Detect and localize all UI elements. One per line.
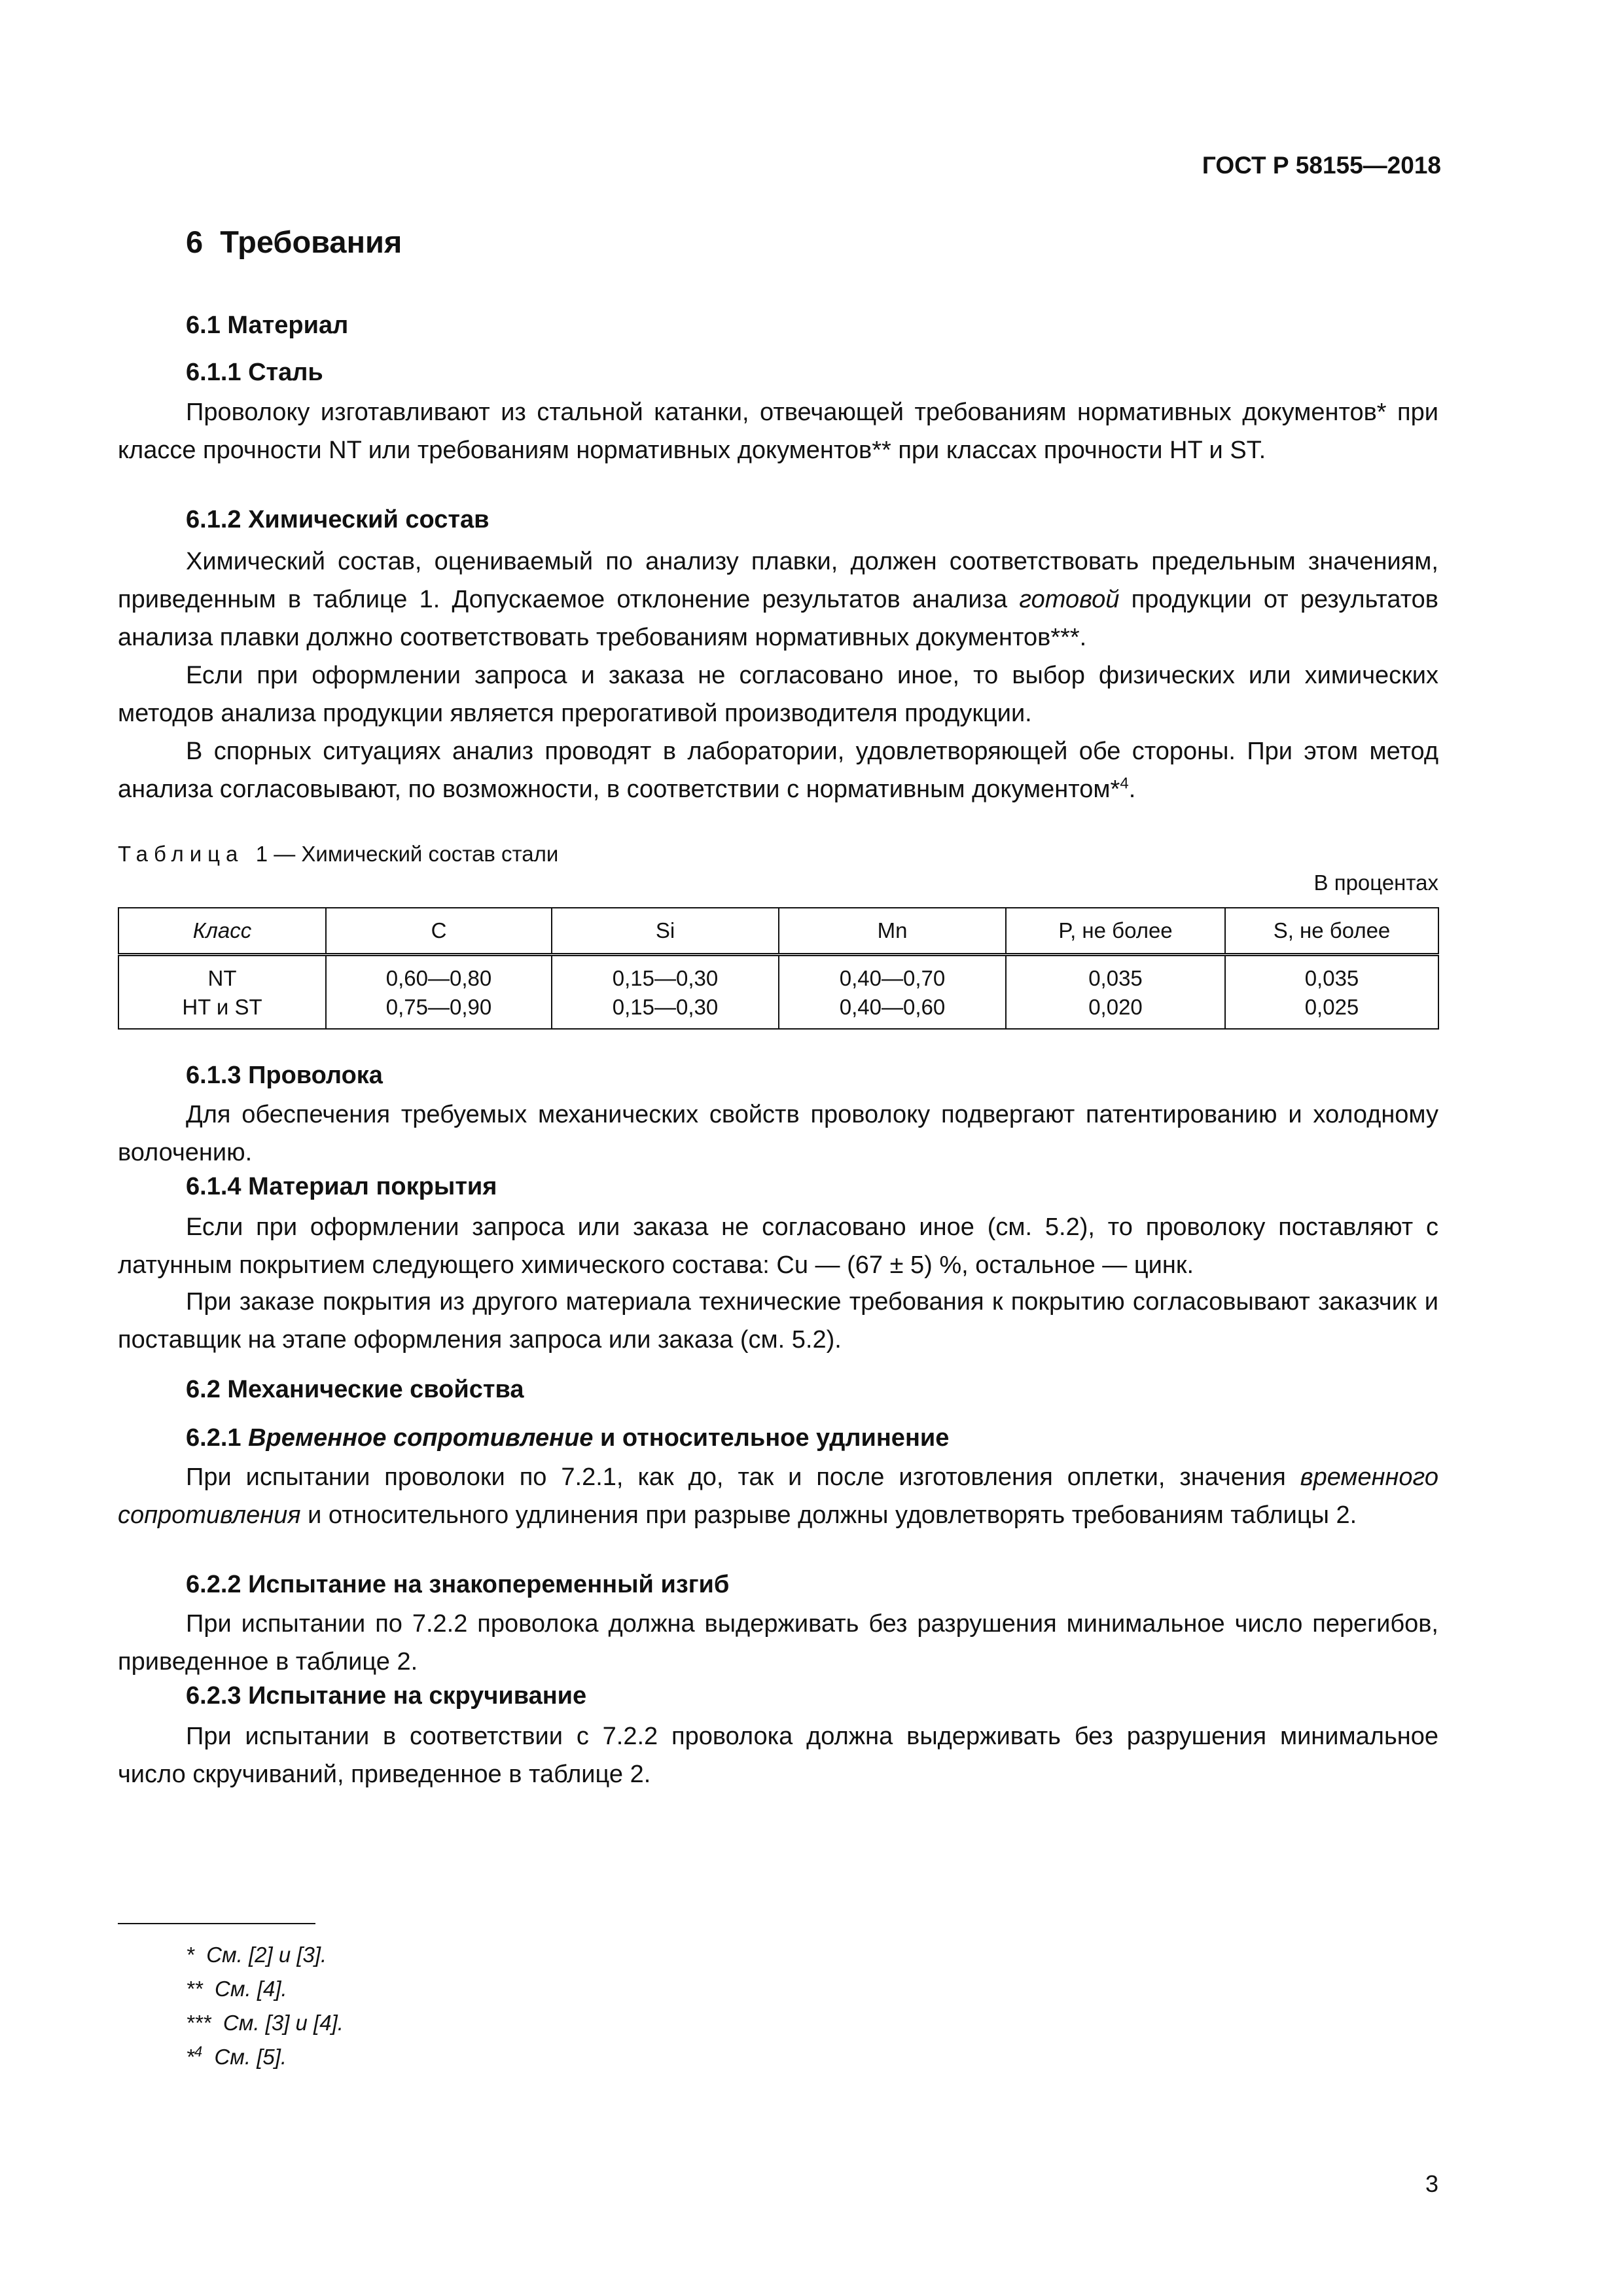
footnote: * См. [2] и [3]. (186, 1943, 327, 1967)
paragraph-6-2-2: При испытании по 7.2.2 проволока должна выдерживать без разрушения минимальное число перегибов, приведенное в таблице 2. (118, 1610, 1438, 1676)
col-header: Mn (779, 908, 1006, 955)
table-cell: 0,60—0,80 0,75—0,90 (326, 955, 552, 1030)
paragraph-6-1-2-c: В спорных ситуациях анализ проводят в лаборатории, удовлетворяющей обе стороны. При этом метод анализа согласовывают, по возможности, в соответствии с нормативным документом*$^4$. (118, 738, 1438, 803)
col-header: P, не более (1006, 908, 1225, 955)
chemical-composition-table (118, 907, 1439, 1030)
table-cell: 0,035 0,025 (1225, 955, 1438, 1030)
heading-6-2-2: 6.2.2 Испытание на знакопеременный изгиб (186, 1571, 730, 1598)
heading-6-2: 6.2 Механические свойства (186, 1376, 524, 1403)
col-header: C (326, 908, 552, 955)
table-caption (118, 842, 558, 867)
table-header-row (118, 908, 1438, 955)
heading-6-1-4: 6.1.4 Материал покрытия (186, 1173, 497, 1200)
footnote: ** См. [4]. (186, 1977, 287, 2001)
heading-6-2-3: 6.2.3 Испытание на скручивание (186, 1682, 587, 1710)
heading-6-1: 6.1 Материал (186, 312, 349, 339)
paragraph-6-2-1: При испытании проволоки по 7.2.1, как до, так и после изготовления оплетки, значения временного сопротивления и относительного удлинения при разрыве должны удовлетворять требованиям таблицы 2. (118, 1463, 1438, 1529)
paragraph-6-1-4-b: При заказе покрытия из другого материала технические требования к покрытию согласовывают заказчик и поставщик на этапе оформления запроса или заказа (см. 5.2). (118, 1288, 1438, 1354)
table-row (118, 955, 1438, 1030)
paragraph-6-1-1: Проволоку изготавливают из стальной катанки, отвечающей требованиям нормативных документов* при классе прочности NT или требованиям нормативных документов** при классах прочности HT и ST. (118, 399, 1438, 464)
paragraph-6-1-2-b: Если при оформлении запроса и заказа не согласовано иное, то выбор физических или химических методов анализа продукции является прерогативой производителя продукции. (118, 662, 1438, 727)
table-title: 1 — Химический состав стали (255, 842, 559, 866)
table-cell: 0,40—0,70 0,40—0,60 (779, 955, 1006, 1030)
paragraph-6-1-2-a: Химический состав, оцениваемый по анализу плавки, должен соответствовать предельным значениям, приведенным в таблице 1. Допускаемое отклонение результатов анализа готовой продукции от результатов анализа плавки должно соответствовать требованиям нормативных документов***. (118, 548, 1438, 651)
table-cell: NT HT и ST (118, 955, 326, 1030)
section-title: Требования (220, 224, 402, 259)
col-header: Si (552, 908, 779, 955)
paragraph-6-1-3: Для обеспечения требуемых механических свойств проволоку подвергают патентированию и холодному волочению. (118, 1101, 1438, 1166)
footnote: *$^4$ См. [5]. (186, 2043, 287, 2069)
section-number: 6 (186, 224, 204, 259)
col-header: Класс (118, 908, 326, 955)
heading-6-1-3: 6.1.3 Проволока (186, 1062, 383, 1089)
heading-6-2-1: 6.2.1 Временное сопротивление и относительное удлинение (186, 1424, 950, 1452)
paragraph-6-1-4-a: Если при оформлении запроса или заказа не согласовано иное (см. 5.2), то проволоку поставляют с латунным покрытием следующего химического состава: Cu — (67 ± 5) %, остальное — цинк. (118, 1213, 1438, 1279)
heading-6-1-1: 6.1.1 Сталь (186, 359, 323, 386)
paragraph-6-2-3: При испытании в соответствии с 7.2.2 проволока должна выдерживать без разрушения минимальное число скручиваний, приведенное в таблице 2. (118, 1723, 1438, 1788)
col-header: S, не более (1225, 908, 1438, 955)
page-number: 3 (1425, 2170, 1438, 2197)
section-heading (186, 224, 402, 260)
table-unit: В процентах (1313, 870, 1438, 895)
table-cell: 0,15—0,30 0,15—0,30 (552, 955, 779, 1030)
table-cell: 0,035 0,020 (1006, 955, 1225, 1030)
document-code: ГОСТ Р 58155—2018 (1202, 152, 1441, 179)
footnote: *** См. [3] и [4]. (186, 2011, 344, 2035)
table-label: Таблица (118, 842, 244, 866)
footnote-separator (118, 1923, 315, 1924)
heading-6-1-2: 6.1.2 Химический состав (186, 506, 490, 533)
